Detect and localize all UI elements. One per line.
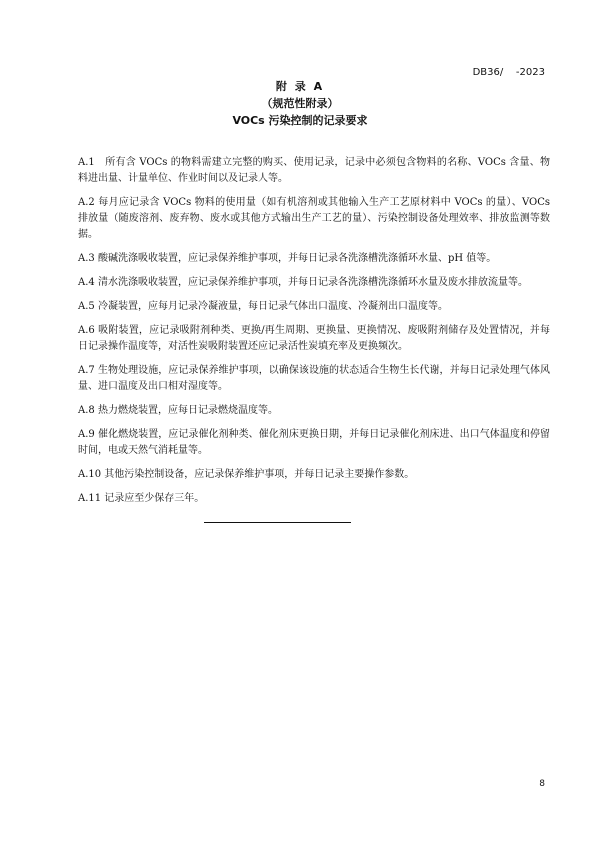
- annex-title: 附 录 A: [275, 80, 325, 93]
- clause-a6: A.6 吸附装置，应记录吸附剂种类、更换/再生周期、更换量、更换情况、废吸附剂储存及处置情况，并每日记录操作温度等，对活性炭吸附装置还应记录活性炭填充率及更换频次。: [78, 325, 550, 352]
- clause-a1: A.1 所有含 VOCs 的物料需建立完整的购买、使用记录，记录中必须包含物料的名称、VOCs 含量、物料进出量、计量单位、作业时间以及记录人等。: [78, 157, 550, 184]
- clause-a11: A.11 记录应至少保存三年。: [78, 493, 205, 504]
- clause-a5: A.5 冷凝装置，应每月记录冷凝液量，每日记录气体出口温度、冷凝剂出口温度等。: [78, 301, 448, 312]
- annex-title-block: [0, 79, 600, 129]
- clause-a3: A.3 酸碱洗涤吸收装置，应记录保养维护事项，并每日记录各洗涤槽洗涤循环水量、pH 值等。: [78, 253, 497, 264]
- annex-body: [78, 155, 550, 515]
- document-code: DB36/ -2023: [472, 67, 545, 78]
- clause-a8: A.8 热力燃烧装置，应每日记录燃烧温度等。: [78, 405, 278, 416]
- clause-a4: A.4 清水洗涤吸收装置，应记录保养维护事项，并每日记录各洗涤槽洗涤循环水量及废水排放流量等。: [78, 277, 528, 288]
- end-of-annex-rule: [204, 522, 351, 523]
- annex-type: （规范性附录）: [261, 97, 339, 110]
- clause-a7: A.7 生物处理设施，应记录保养维护事项，以确保该设施的状态适合生物生长代谢，并每日记录处理气体风量、进口温度及出口相对湿度等。: [78, 365, 550, 392]
- page-number: 8: [539, 779, 545, 789]
- annex-subject: VOCs 污染控制的记录要求: [232, 114, 368, 127]
- clause-a9: A.9 催化燃烧装置，应记录催化剂种类、催化剂床更换日期，并每日记录催化剂床进、出口气体温度和停留时间，电或天然气消耗量等。: [78, 429, 550, 456]
- clause-a10: A.10 其他污染控制设备，应记录保养维护事项，并每日记录主要操作参数。: [78, 469, 415, 480]
- clause-a2: A.2 每月应记录含 VOCs 物料的使用量（如有机溶剂或其他输入生产工艺原材料中 VOCs 的量）、VOCs 排放量（随废溶剂、废弃物、废水或其他方式输出生产工艺的量）、污染控制设备处理效率、排放监测等数据。: [78, 197, 550, 240]
